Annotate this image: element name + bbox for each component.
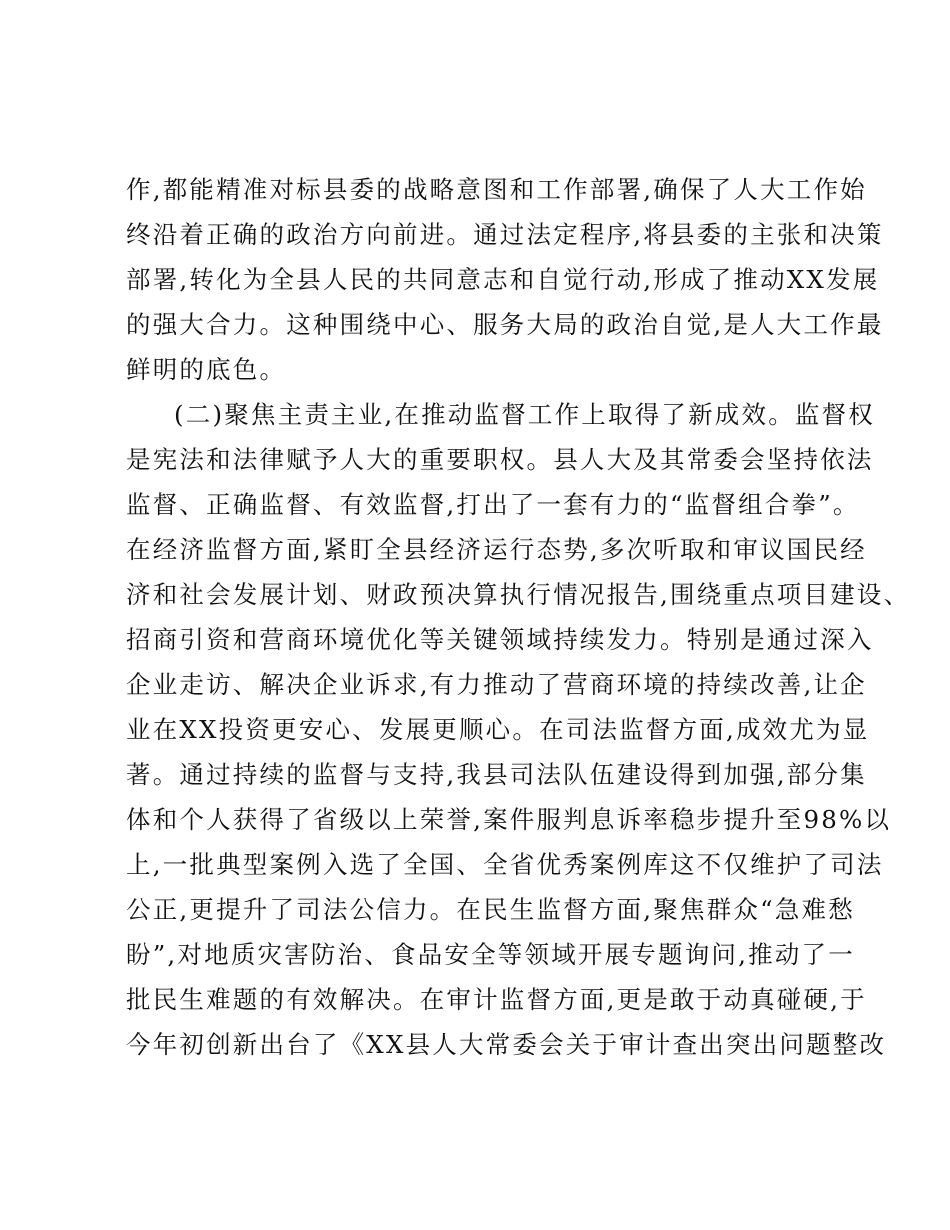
section-heading-line: (二)聚焦主责主业,在推动监督工作上取得了新成效。监督权 [174,400,876,429]
text-line: 济和社会发展计划、财政预决算执行情况报告,围绕重点项目建设、 [126,580,911,609]
text-line: 是宪法和法律赋予人大的重要职权。县人大及其常委会坚持依法 [126,445,874,474]
text-line: 上,一批典型案例入选了全国、全省优秀案例库这不仅维护了司法 [126,850,884,879]
text-line: 业在XX投资更安心、发展更顺心。在司法监督方面,成效尤为显 [126,715,870,744]
text-line: 企业走访、解决企业诉求,有力推动了营商环境的持续改善,让企 [126,670,867,699]
text-line: 在经济监督方面,紧盯全县经济运行态势,多次听取和审议国民经 [126,535,867,564]
text-line: 终沿着正确的政治方向前进。通过法定程序,将县委的主张和决策 [126,220,884,249]
text-line: 鲜明的底色。 [126,355,287,384]
text-line: 盼”,对地质灾害防治、食品安全等领域开展专题询问,推动了一 [126,940,855,969]
text-line: 著。通过持续的监督与支持,我县司法队伍建设得到加强,部分集 [126,760,867,789]
text-line: 作,都能精准对标县委的战略意图和工作部署,确保了人大工作始 [126,175,867,204]
text-line: 招商引资和营商环境优化等关键领域持续发力。特别是通过深入 [126,625,874,654]
text-line: 公正,更提升了司法公信力。在民生监督方面,聚焦群众“急难愁 [126,895,855,924]
text-line: 今年初创新出台了《XX县人大常委会关于审计查出突出问题整改 [126,1030,887,1059]
text-line: 体和个人获得了省级以上荣誉,案件服判息诉率稳步提升至98%以 [126,805,892,834]
text-line: 批民生难题的有效解决。在审计监督方面,更是敢于动真碰硬,于 [126,985,867,1014]
text-line: 监督、正确监督、有效监督,打出了一套有力的“监督组合拳”。 [126,490,860,519]
text-line: 的强大合力。这种围绕中心、服务大局的政治自觉,是人大工作最 [126,310,884,339]
text-line: 部署,转化为全县人民的共同意志和自觉行动,形成了推动XX发展 [126,265,880,294]
